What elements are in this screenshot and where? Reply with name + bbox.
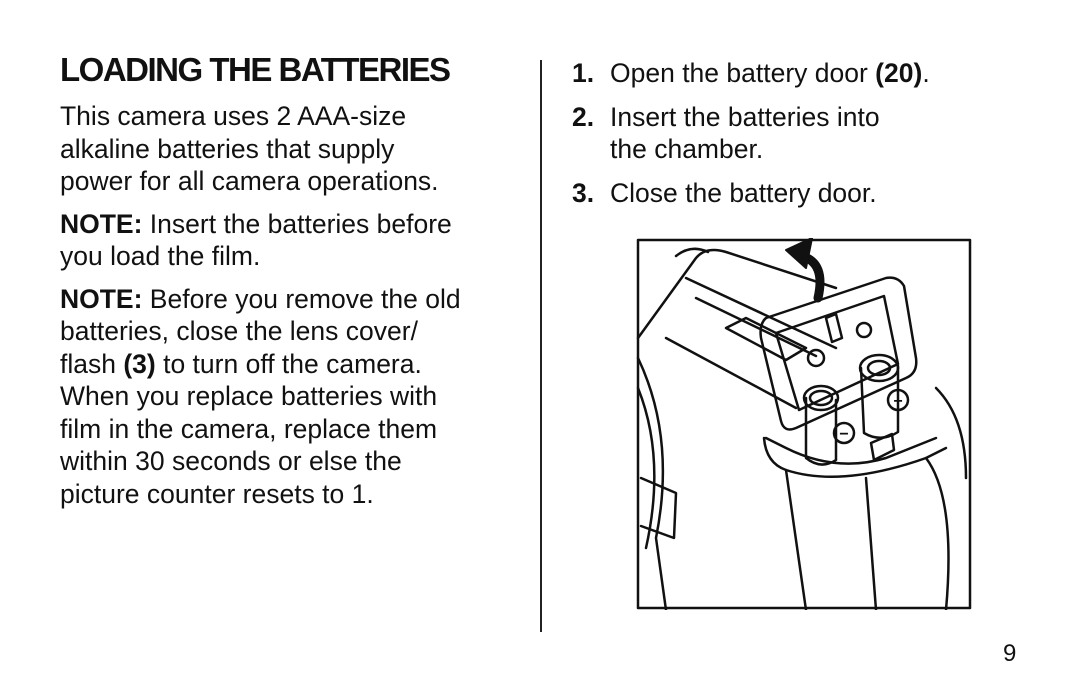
note-line: When you replace batteries with [60,381,438,411]
battery-left-terminal [810,391,832,405]
note-line: film in the camera, replace them [60,413,438,444]
step-text-part: Open the battery door [610,58,876,88]
page-number: 9 [1003,640,1017,667]
door-latch [826,314,842,342]
door-contact-hole [857,323,871,337]
note-line: batteries, close the lens cover/ [60,316,418,346]
chamber-front-edge [786,470,806,610]
step-3 [572,177,992,210]
note-label: NOTE: [60,208,143,239]
camera-grip-curve [926,458,949,610]
note-line [60,283,520,316]
note-label: NOTE: [60,283,143,314]
left-column [60,48,520,520]
step-1 [572,57,992,90]
reference-number: (20) [875,58,923,88]
intro-line: power for all camera operations. [60,166,439,196]
step-text-part: . [922,58,930,88]
right-column [572,57,992,220]
battery-plus-symbol: + [893,393,903,410]
note-insert-before-film [60,208,520,273]
step-number: 1. [572,58,595,88]
step-text [610,177,877,210]
note-line [60,208,520,241]
note-line: picture counter resets to 1. [60,478,374,509]
note-text: Insert the batteries before [142,208,452,239]
column-divider [540,60,542,632]
battery-loading-illustration [636,238,972,610]
battery-minus-symbol: − [839,426,849,443]
step-2 [572,101,992,166]
camera-side-curve [638,388,654,548]
camera-grip-edge [936,388,966,478]
intro-line: This camera uses 2 AAA-size [60,101,407,131]
step-text [610,57,930,90]
step-line: Insert the batteries into [610,101,880,132]
intro-line: alkaline batteries that supply [60,133,395,164]
door-contact-hole [808,350,824,366]
note-line [60,348,520,381]
chamber-top-rim [766,438,936,464]
chamber-seam [866,478,876,610]
step-text [610,101,880,166]
note-text: to turn off the camera. [155,348,422,379]
step-number: 3. [572,177,595,208]
section-title: LOADING THE BATTERIES [60,51,450,88]
step-number: 2. [572,101,595,132]
note-line: you load the film. [60,241,261,271]
reference-number: (3) [123,348,156,379]
step-line: Close the battery door. [610,177,877,208]
intro-paragraph [60,100,520,198]
note-remove-batteries [60,283,520,511]
note-line: within 30 seconds or else the [60,446,402,476]
step-line: the chamber. [610,134,764,164]
note-text: flash [60,348,124,379]
note-text: Before you remove the old [142,283,461,314]
